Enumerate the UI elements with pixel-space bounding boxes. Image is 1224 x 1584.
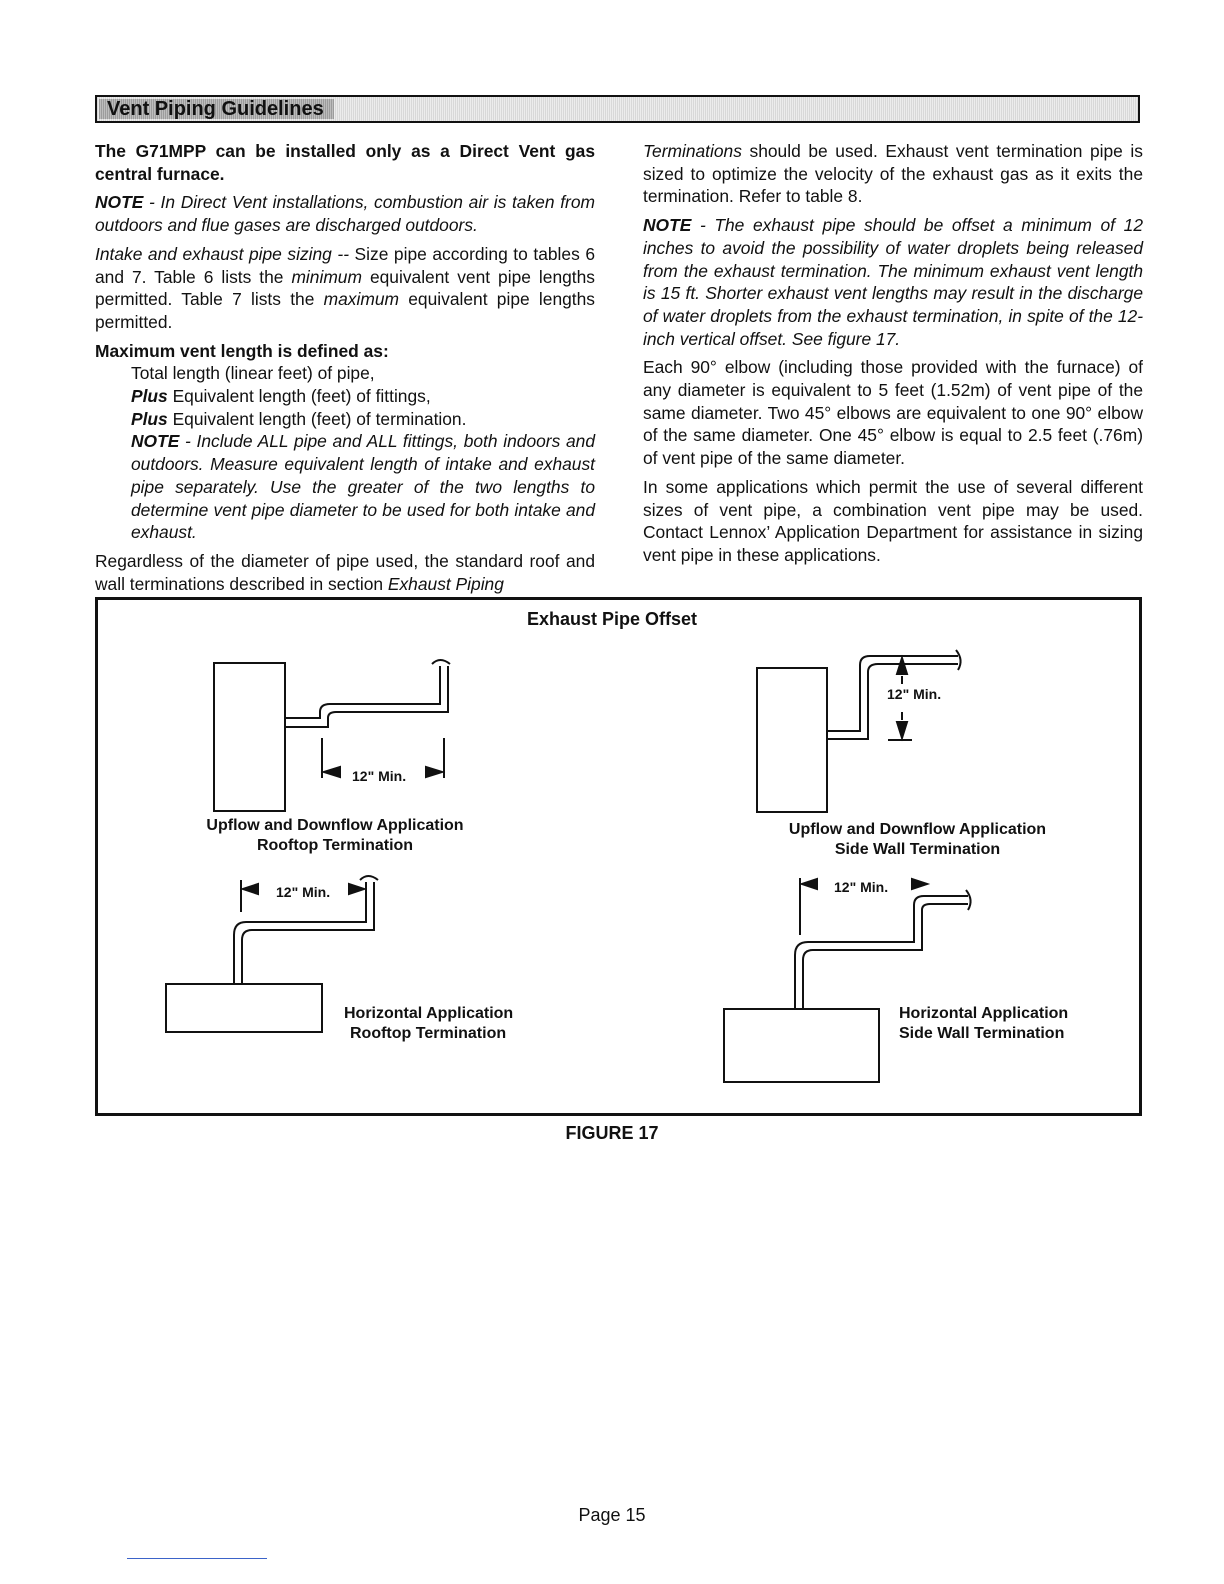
combination-paragraph: In some applications which permit the use of several different sizes of vent pipe, a combination vent pipe may be used. Contact Lennox’ Application Department for assistance in sizing vent pipe in these applications. [643,476,1143,565]
dimension-label: 12" Min. [887,686,942,702]
caption-line: Upflow and Downflow Application [206,817,464,834]
pipe-termination [956,650,961,670]
arrow-icon [243,884,258,894]
furnace-cabinet [757,668,827,812]
caption-line: Side Wall Termination [899,1025,1065,1042]
note-text: - The exhaust pipe should be offset a minimum of 12 inches to avoid the possibility of water droplets being released from the exhaust termination. The minimum exhaust vent length is 15 ft. Shorter exhaust vent lengths may result in the discharge of water droplets from the exhaust termination, in spite of the 12-inch vertical offset. See figure 17. [643,215,1143,349]
dimension-label: 12" Min. [276,884,331,900]
termination-text: should be used. Exhaust vent termination pipe is sized to optimize the velocity of the exhaust gas as it exits the termination. Refer to table 8. [643,141,1143,207]
caption-upflow-sidewall [765,820,1070,860]
sizing-lead: Intake and exhaust pipe sizing -- [95,243,349,264]
sizing-minimum: minimum [291,266,362,287]
arrow-icon [426,767,442,777]
furnace-cabinet [166,984,322,1032]
section-reference: Exhaust Piping [387,573,504,594]
sizing-text: equivalent vent pipe lengths permitted. Table 7 lists the [95,266,595,310]
caption-line: Rooftop Termination [350,1025,507,1042]
note-label: NOTE [95,192,144,213]
arrow-icon [324,767,340,777]
footer-rule [127,1558,267,1559]
note-label: NOTE [131,431,180,452]
pipe-termination [966,890,971,910]
caption-horizontal-sidewall [899,1004,1068,1044]
intro-statement: The G71MPP can be installed only as a Direct Vent gas central furnace. [95,141,595,184]
exhaust-pipe [795,896,968,1009]
pipe-termination [360,876,378,880]
exhaust-pipe [803,904,968,1009]
plus-label: Plus [131,386,168,407]
arrow-icon [897,722,907,738]
arrow-icon [897,658,907,674]
caption-line: Side Wall Termination [834,841,1001,858]
furnace-cabinet [214,663,285,811]
max-vent-heading: Maximum vent length is defined as: [95,340,389,361]
caption-upflow-rooftop [190,816,480,856]
diagram-horizontal-sidewall [724,878,971,1082]
pipe-termination [432,660,450,664]
diagram-upflow-sidewall [757,650,961,812]
note-label: NOTE [643,215,692,236]
caption-line: Upflow and Downflow Application [788,821,1047,838]
figure-title: Exhaust Pipe Offset [526,609,698,629]
plus-label: Plus [131,408,168,429]
elbow-paragraph: Each 90° elbow (including those provided with the furnace) of any diameter is equivalent to 5 feet (1.52m) of vent pipe of the same diameter. Two 45° elbows are equivalent to one 90° elbow of the same diameter. One 45° elbow is equal to 2.5 feet (.76m) of vent pipe of the same diameter. [643,357,1143,469]
note-text: - In Direct Vent installations, combustion air is taken from outdoors and flue gases are discharged outdoors. [95,192,595,236]
section-title: Vent Piping Guidelines [99,99,334,119]
definition-text: Equivalent length (feet) of fittings, [167,386,431,407]
definition-text: Equivalent length (feet) of termination. [167,408,467,429]
definition-item: Total length (linear feet) of pipe, [131,363,375,384]
figure-label: FIGURE 17 [565,1123,659,1143]
exhaust-pipe [285,666,440,718]
section-reference: Terminations [643,141,742,161]
diagram-upflow-rooftop [214,660,450,811]
dimension-label: 12" Min. [352,768,407,784]
arrow-icon [912,879,927,889]
dimension-label: 12" Min. [834,879,889,895]
caption-line: Rooftop Termination [256,837,414,854]
sizing-text: equivalent pipe lengths permitted. [95,289,595,332]
arrow-icon [349,884,364,894]
sizing-text: Size pipe according to tables 6 and 7. Table 6 lists the [95,243,595,287]
arrow-icon [802,879,817,889]
regardless-text: Regardless of the diameter of pipe used, the standard roof and wall terminations described in section [95,550,595,594]
caption-line: Horizontal Application [899,1005,1069,1022]
sizing-maximum: maximum [323,289,399,310]
note-text: - Include ALL pipe and ALL fittings, both indoors and outdoors. Measure equivalent length of intake and exhaust pipe separately. Use the greater of the two lengths to determine vent pipe diameter to be used for both intake and exhaust. [131,431,595,543]
caption-horizontal-rooftop [344,1004,513,1044]
furnace-cabinet [724,1009,879,1082]
page-number: Page 15 [578,1505,646,1525]
caption-line: Horizontal Application [344,1005,514,1022]
